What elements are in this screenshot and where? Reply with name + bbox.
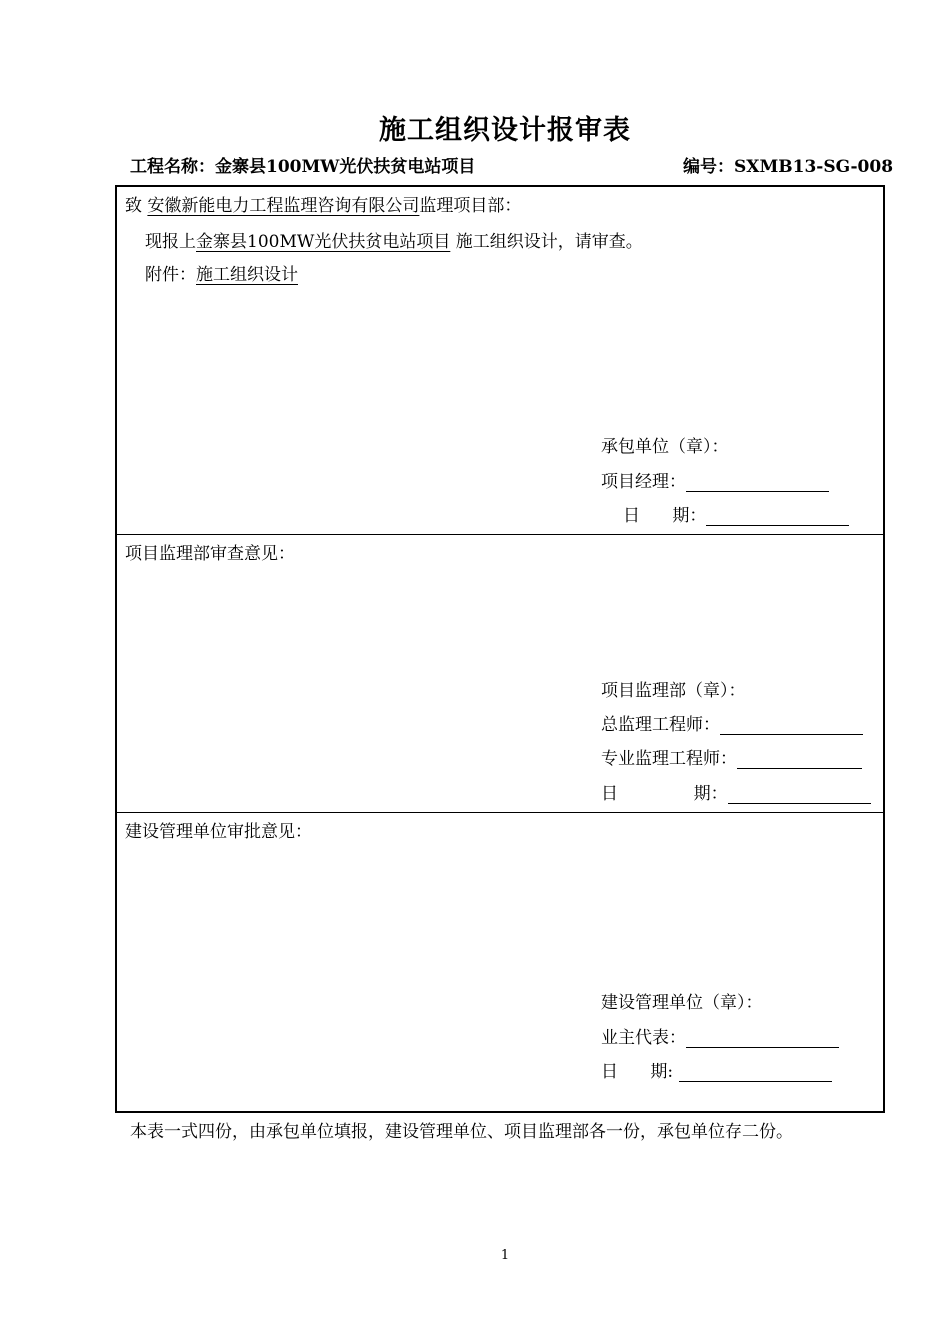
project-name-value: 金寨县100MW光伏扶贫电站项目 [215, 157, 476, 177]
report-prefix: 现报上 [145, 232, 196, 252]
form-number-label: 编号： [683, 157, 734, 177]
specialist-engineer-field[interactable] [737, 752, 862, 769]
owner-representative-row [601, 1023, 839, 1048]
project-manager-row [601, 467, 829, 492]
contractor-date-label: 日 期： [623, 506, 707, 526]
owner-date-row [601, 1057, 832, 1082]
form-table [115, 185, 885, 1113]
form-title: 施工组织设计报审表 [379, 115, 631, 146]
footer-note: 本表一式四份，由承包单位填报，建设管理单位、项目监理部各一份，承包单位存二份。 [130, 1122, 793, 1142]
form-number-value: SXMB13-SG-008 [734, 157, 894, 177]
attachment-value: 施工组织设计 [196, 265, 298, 285]
attachment-label: 附件： [145, 265, 196, 285]
project-name-label: 工程名称： [130, 157, 215, 177]
project-manager-field[interactable] [686, 475, 829, 492]
owner-representative-field[interactable] [686, 1031, 839, 1048]
chief-engineer-label: 总监理工程师： [601, 715, 720, 735]
project-name-row [130, 152, 475, 177]
supervisor-company: 安徽新能电力工程监理咨询有限公司 [147, 196, 420, 216]
supervisor-stamp: 项目监理部（章）： [601, 681, 746, 701]
attachment-line [145, 260, 298, 285]
report-suffix: 施工组织设计，请审查。 [450, 232, 643, 252]
report-project: 金寨县100MW光伏扶贫电站项目 [196, 232, 451, 252]
addressee-suffix: 监理项目部： [419, 196, 522, 216]
chief-engineer-row [601, 710, 863, 735]
owner-stamp: 建设管理单位（章）： [601, 993, 763, 1013]
owner-approval-heading: 建设管理单位审批意见： [125, 822, 312, 842]
addressee-prefix: 致 [125, 196, 142, 216]
supervisor-date-field[interactable] [728, 787, 871, 804]
supervisor-date-row [601, 779, 871, 804]
owner-date-field[interactable] [679, 1065, 832, 1082]
contractor-date-field[interactable] [706, 509, 849, 526]
specialist-engineer-label: 专业监理工程师： [601, 749, 737, 769]
page-number: 1 [500, 1248, 510, 1263]
addressee-line [125, 191, 521, 216]
project-manager-label: 项目经理： [601, 472, 686, 492]
report-line [145, 227, 643, 252]
contractor-date-row [623, 501, 849, 526]
chief-engineer-field[interactable] [720, 718, 863, 735]
owner-representative-label: 业主代表： [601, 1028, 686, 1048]
contractor-stamp: 承包单位（章）： [601, 437, 729, 457]
owner-date-label: 日 期: [601, 1062, 679, 1082]
supervisor-review-heading: 项目监理部审查意见： [125, 544, 295, 564]
divider-1 [115, 534, 885, 535]
divider-2 [115, 812, 885, 813]
supervisor-date-label: 日 期： [601, 784, 728, 804]
specialist-engineer-row [601, 744, 862, 769]
form-number-row [683, 152, 893, 177]
